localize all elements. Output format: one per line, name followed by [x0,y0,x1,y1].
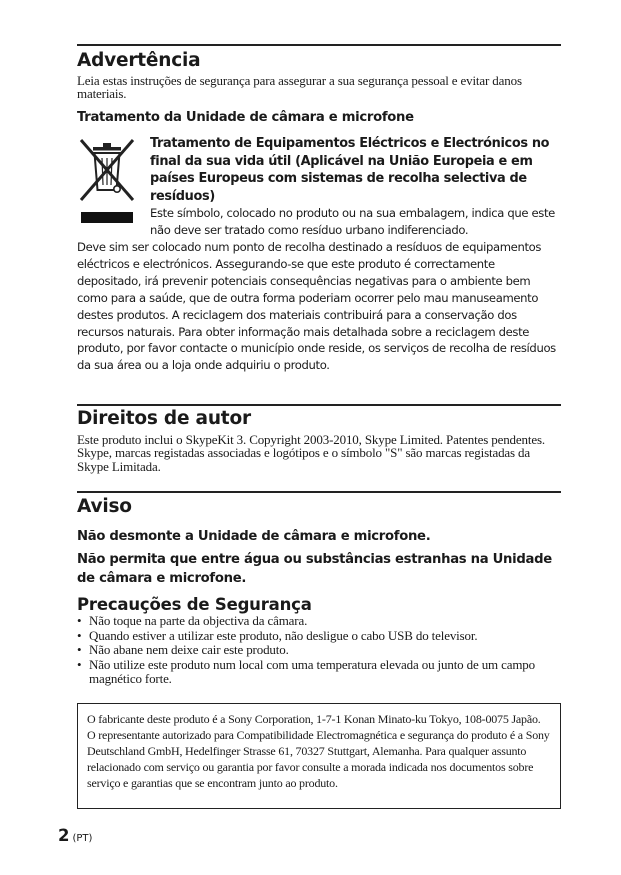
bullet-icon: • [77,642,82,658]
section-title-advertencia: Advertência [77,50,201,71]
weee-bin-icon [77,136,137,228]
manufacturer-info-text: O fabricante deste produto é a Sony Corporation, 1-7-1 Konan Minato-ku Tokyo, 108-0075 Japão. O representante autorizado para Compatibilidade Electromagnética e segurança do produto é a Sony Deutschland GmbH, Hedelfinger Strasse 61, 70327 Stuttgart, Alemanha. Para qualquer assunto relacionado com serviço ou garantia por favor consulte a morada indicada nos documentos sobre serviço e garantias que se encontram junto ao produto. [87,712,550,790]
weee-title: Tratamento de Equipamentos Eléctricos e Electrónicos no final da sua vida útil (Aplicável na União Europeia e em países Europeus com sistemas de recolha selectiva de resíduos) [150,136,550,204]
page-number: 2 [58,826,70,845]
section-rule [77,404,561,406]
bullet-icon: • [77,627,82,643]
section-title-aviso: Aviso [77,496,132,517]
weee-text-continued: Deve sim ser colocado num ponto de recolha destinado a resíduos de equipamentos eléctricos e electrónicos. Assegurando-se que este produto é correctamente depositado, irá prevenir potenciais consequências negativas para o ambiente bem como para a saúde, que de outra forma poderiam ocorrer pelo mau manuseamento destes produtos. A reciclagem dos materiais contribuirá para a conservação dos recursos naturais. Para obter informação mais detalhada sobre a reciclagem deste produto, por favor contacte o município onde reside, os serviços de recolha de resíduos da sua área ou a loja onde adquiriu o produto. [77,240,556,373]
precaucoes-list [77,614,561,687]
list-item: • Não utilize este produto num local com uma temperatura elevada ou junto de um campo magnético forte. [77,656,536,687]
list-item: • Não toque na parte da objectiva da câmara. [77,613,308,628]
list-item: • Quando estiver a utilizar este produto, não desligue o cabo USB do televisor. [77,627,478,643]
aviso-line-2: Não permita que entre água ou substâncias estranhas na Unidade de câmara e microfone. [77,552,552,586]
bullet-icon: • [77,613,82,628]
section-rule [77,491,561,493]
list-item: • Não abane nem deixe cair este produto. [77,642,289,658]
section-title-precaucoes: Precauções de Segurança [77,595,312,614]
section-title-direitos: Direitos de autor [77,408,251,429]
advertencia-intro: Leia estas instruções de segurança para assegurar a sua segurança pessoal e evitar danos materiais. [77,73,522,102]
manufacturer-info-box [77,703,561,809]
page-language: (PT) [72,833,93,844]
direitos-text: Este produto inclui o SkypeKit 3. Copyright 2003-2010, Skype Limited. Patentes pendentes. Skype, marcas registadas associadas e logótipos e o símbolo "S" são marcas registadas da Skype Limitada. [77,432,545,474]
weee-text: Este símbolo, colocado no produto ou na sua embalagem, indica que este não deve ser tratado como resíduo urbano indiferenciado. [150,206,555,237]
section-rule [77,44,561,46]
aviso-line-1: Não desmonte a Unidade de câmara e microfone. [77,529,431,544]
subtitle-tratamento: Tratamento da Unidade de câmara e microfone [77,110,414,125]
page-footer [58,826,92,845]
bullet-icon: • [77,656,82,672]
